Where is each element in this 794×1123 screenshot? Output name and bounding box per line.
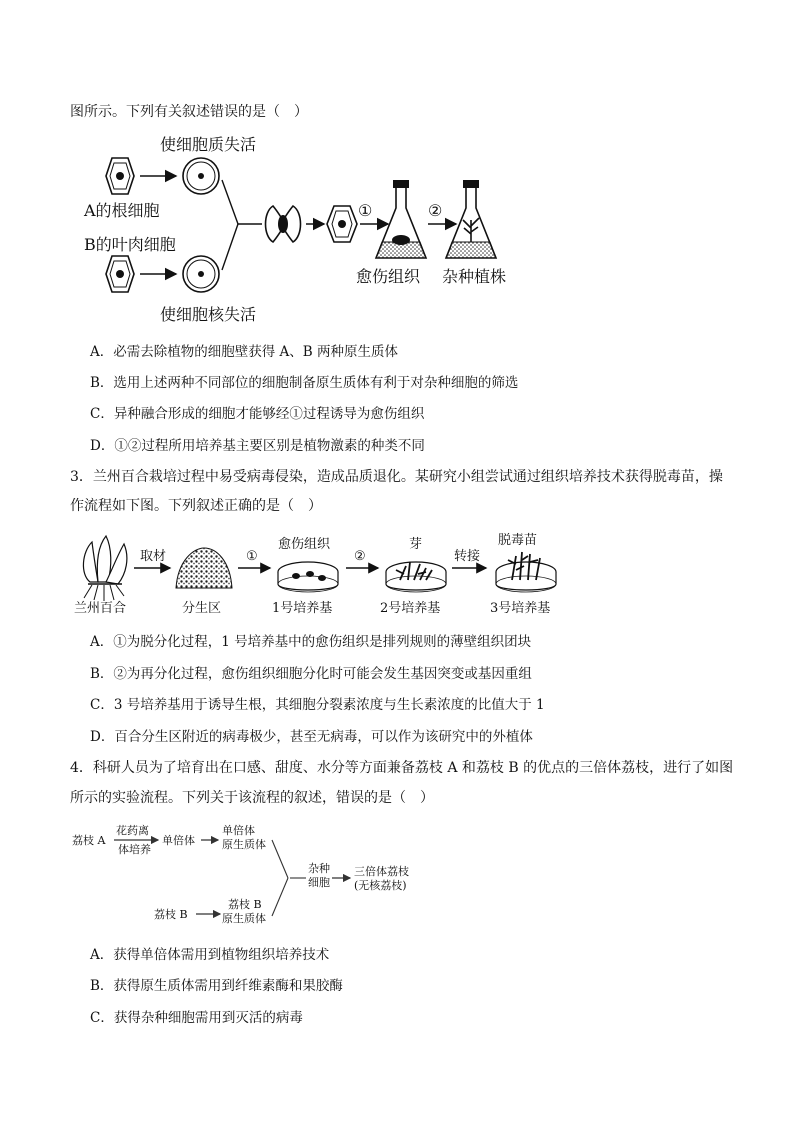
q3-arrow-step2: ② [354,549,366,564]
protoplast-a-icon [183,158,219,194]
q4-b-proto-2: 原生质体 [222,912,266,925]
q3-arrow-transfer: 转接 [454,549,481,564]
q2-option-a[interactable]: A．必需去除植物的细胞壁获得 A、B 两种原生质体 [90,344,399,360]
q4-b-proto-1: 荔枝 B [228,898,262,911]
q2-label-callus: 愈伤组织 [356,267,421,286]
q4-stem-line-1: 4．科研人员为了培育出在口感、甜度、水分等方面兼备荔枝 A 和荔枝 B 的优点的三倍体荔枝，进行了如图 [70,760,734,776]
q3-stem-line-2: 作流程如下图。下列叙述正确的是（ ） [70,498,322,514]
q3-option-d[interactable]: D．百合分生区附近的病毒极少，甚至无病毒，可以作为该研究中的外植体 [90,729,533,745]
q4-lichee-flow-diagram [70,820,450,930]
q4-haploid: 单倍体 [162,834,195,847]
q3-tissue-culture-diagram [70,530,570,620]
q3-stem-line-1: 3．兰州百合栽培过程中易受病毒侵染，造成品质退化。某研究小组尝试通过组织培养技术获得脱毒苗，操 [70,469,723,485]
protoplast-b-icon [183,256,219,292]
q4-culture-bottom: 体培养 [118,843,151,856]
q4-triploid-2: (无核荔枝) [354,879,407,892]
q3-option-b[interactable]: B．②为再分化过程，愈伤组织细胞分化时可能会发生基因突变或基因重组 [90,666,532,682]
q4-option-c[interactable]: C．获得杂种细胞需用到灭活的病毒 [90,1010,303,1026]
q2-option-c[interactable]: C．异种融合形成的细胞才能够经①过程诱导为愈伤组织 [90,406,425,422]
q2-label-hybrid-plant: 杂种植株 [442,267,507,286]
q2-option-b[interactable]: B．选用上述两种不同部位的细胞制备原生质体有利于对杂种细胞的筛选 [90,375,519,391]
meristem-icon [176,548,232,588]
medium-2-dish-icon [386,562,446,592]
leaf-cell-icon [106,256,134,292]
q2-step-2: ② [428,201,443,220]
q4-stem-line-2: 所示的实验流程。下列关于该流程的叙述，错误的是（ ） [70,790,434,806]
lily-bulb-icon [83,536,126,601]
q3-label-meristem: 分生区 [182,601,222,616]
q4-lichee-a: 荔枝 A [72,834,106,847]
q3-label-medium-1: 1号培养基 [272,601,333,616]
q4-option-a[interactable]: A．获得单倍体需用到植物组织培养技术 [90,947,330,963]
q2-label-a-root: A的根细胞 [84,201,160,220]
q3-label-medium-2: 2号培养基 [380,601,441,616]
q4-culture-top: 花药离 [116,824,149,837]
fused-cell-icon [266,206,301,242]
q2-label-cytoplasm-inactivated: 使细胞质失活 [160,135,257,154]
q3-label-callus: 愈伤组织 [278,537,331,552]
q3-label-lily: 兰州百合 [74,601,127,616]
q4-lichee-b: 荔枝 B [154,908,188,921]
q2-option-d[interactable]: D．①②过程所用培养基主要区别是植物激素的种类不同 [90,438,425,454]
medium-1-dish-icon [278,562,338,592]
q4-hybrid-2: 细胞 [308,876,330,889]
q3-label-bud: 芽 [409,537,423,552]
q3-option-c[interactable]: C．3 号培养基用于诱导生根，其细胞分裂素浓度与生长素浓度的比值大于 1 [90,697,545,713]
callus-flask-icon [376,180,426,258]
q4-option-b[interactable]: B．获得原生质体需用到纤维素酶和果胶酶 [90,978,343,994]
q3-arrow-step1: ① [246,549,258,564]
q2-label-nucleus-inactivated: 使细胞核失活 [160,305,257,324]
q2-fusion-diagram [70,128,530,328]
q2-label-b-leaf: B的叶肉细胞 [84,235,176,254]
q4-hybrid-1: 杂种 [308,862,330,875]
q3-label-virus-free-seedling: 脱毒苗 [498,533,538,548]
q4-triploid-1: 三倍体荔枝 [354,865,409,878]
q3-arrow-sampling: 取材 [140,549,167,564]
q3-label-medium-3: 3号培养基 [490,601,551,616]
q4-haploid-proto-1: 单倍体 [222,824,255,837]
q3-option-a[interactable]: A．①为脱分化过程，1 号培养基中的愈伤组织是排列规则的薄壁组织团块 [90,634,532,650]
medium-3-dish-icon [496,552,556,592]
hybrid-cell-icon [327,206,357,242]
root-cell-icon [106,158,134,194]
q2-step-1: ① [358,201,373,220]
hybrid-plant-flask-icon [446,180,496,258]
q2-stem-tail: 图所示。下列有关叙述错误的是（ ） [70,104,308,120]
q4-haploid-proto-2: 原生质体 [222,838,266,851]
